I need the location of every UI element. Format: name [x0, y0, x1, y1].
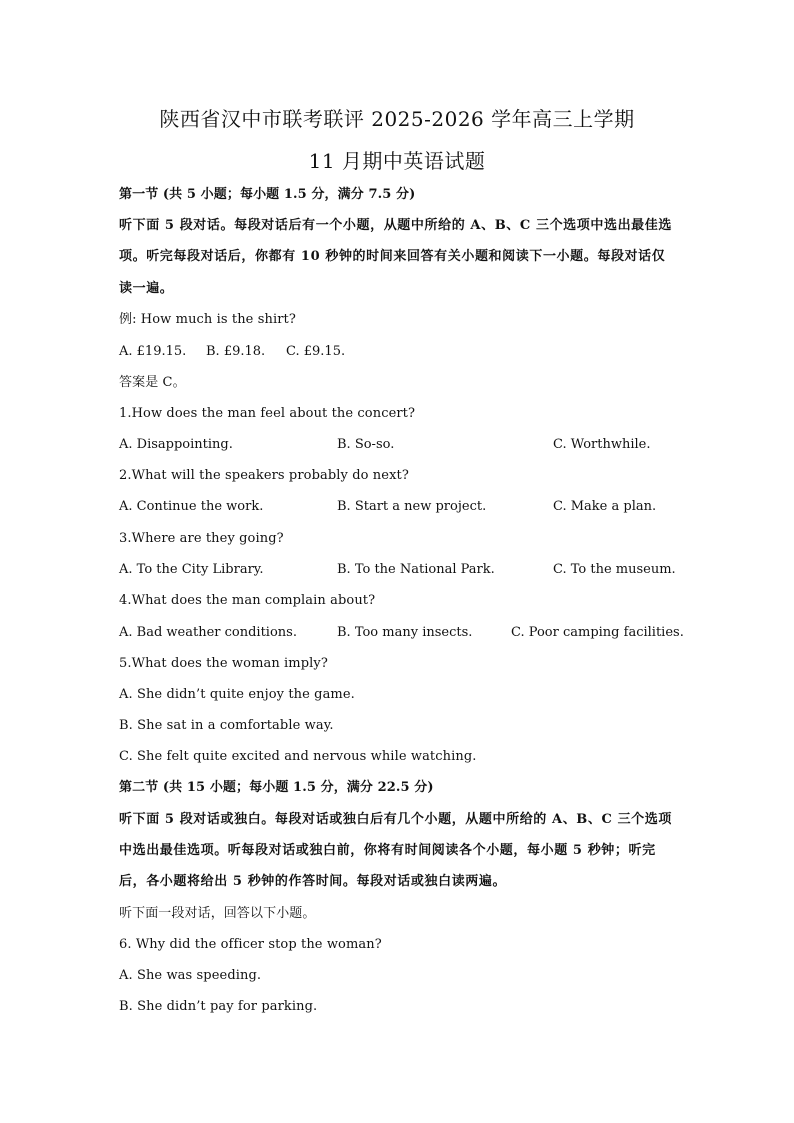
question-4-option-c: C. Poor camping facilities.	[511, 625, 684, 640]
question-1-option-a: A. Disappointing.	[119, 437, 233, 452]
question-4-option-a: A. Bad weather conditions.	[119, 625, 297, 640]
page-title-line-2: 11 月期中英语试题	[308, 149, 486, 173]
example-option-c: C. £9.15.	[286, 344, 346, 359]
question-5-option-b: B. She sat in a comfortable way.	[119, 718, 334, 733]
section-1-instruction-line-3: 读一遍。	[119, 281, 174, 296]
question-1-option-c: C. Worthwhile.	[553, 437, 651, 452]
question-2-option-b: B. Start a new project.	[337, 499, 487, 514]
example-answer: 答案是 C。	[119, 375, 186, 390]
section-1-instruction-line-1: 听下面 5 段对话。每段对话后有一个小题，从题中所给的 A、B、C 三个选项中选出最佳选	[119, 218, 672, 233]
question-6-option-b: B. She didn’t pay for parking.	[119, 999, 318, 1014]
question-6: 6. Why did the officer stop the woman?	[119, 937, 382, 952]
question-2: 2.What will the speakers probably do next?	[119, 468, 409, 483]
question-3: 3.Where are they going?	[119, 531, 284, 546]
question-1: 1.How does the man feel about the concert?	[119, 406, 416, 421]
question-5-option-a: A. She didn’t quite enjoy the game.	[119, 687, 355, 702]
question-5-option-c: C. She felt quite excited and nervous while watching.	[119, 749, 477, 764]
question-2-option-c: C. Make a plan.	[553, 499, 657, 514]
page-title-line-1: 陕西省汉中市联考联评 2025-2026 学年高三上学期	[159, 107, 635, 131]
question-1-option-b: B. So-so.	[337, 437, 395, 452]
section-1-instruction-line-2: 项。听完每段对话后，你都有 10 秒钟的时间来回答有关小题和阅读下一小题。每段对话仅	[119, 249, 666, 264]
example-option-b: B. £9.18.	[206, 344, 266, 359]
section-2-instruction-line-3: 后，各小题将给出 5 秒钟的作答时间。每段对话或独白读两遍。	[119, 874, 507, 889]
question-2-option-a: A. Continue the work.	[119, 499, 264, 514]
question-5: 5.What does the woman imply?	[119, 656, 328, 671]
question-3-option-c: C. To the museum.	[553, 562, 676, 577]
question-3-option-a: A. To the City Library.	[119, 562, 264, 577]
section-2-heading: 第二节 (共 15 小题；每小题 1.5 分，满分 22.5 分)	[119, 780, 434, 795]
section-2-instruction-line-2: 中选出最佳选项。听每段对话或独白前，你将有时间阅读各个小题，每小题 5 秒钟；听完	[119, 843, 656, 858]
section-2-instruction-line-1: 听下面 5 段对话或独白。每段对话或独白后有几个小题，从题中所给的 A、B、C 三个选项	[119, 812, 672, 827]
question-6-option-a: A. She was speeding.	[119, 968, 262, 983]
question-4: 4.What does the man complain about?	[119, 593, 376, 608]
example-question: 例: How much is the shirt?	[119, 312, 296, 327]
section-1-heading: 第一节 (共 5 小题；每小题 1.5 分，满分 7.5 分)	[119, 187, 416, 202]
question-3-option-b: B. To the National Park.	[337, 562, 495, 577]
question-4-option-b: B. Too many insects.	[337, 625, 473, 640]
section-2-prompt: 听下面一段对话，回答以下小题。	[119, 906, 316, 921]
example-option-a: A. £19.15.	[119, 344, 187, 359]
